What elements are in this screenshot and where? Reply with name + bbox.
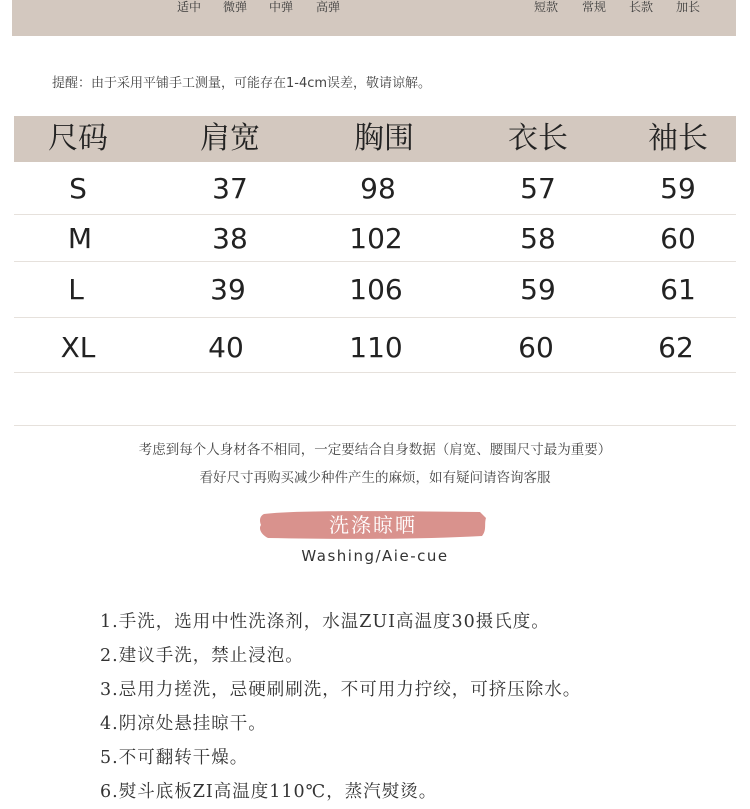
elasticity-label: 适中 xyxy=(177,0,202,14)
header-size: 尺码 xyxy=(48,121,108,156)
length-label: 短款 xyxy=(534,0,559,14)
length-label: 常规 xyxy=(582,0,607,14)
size-tip-line: 看好尺寸再购买减少种件产生的麻烦，如有疑问请咨询客服 xyxy=(199,470,551,486)
table-cell: 62 xyxy=(658,331,694,364)
care-instructions-list xyxy=(100,605,581,809)
list-item: 1.手洗，选用中性洗涤剂，水温ZUI高温度30摄氏度。 xyxy=(100,612,550,632)
header-length: 衣长 xyxy=(508,121,568,156)
table-cell: L xyxy=(68,273,84,306)
table-cell: 59 xyxy=(520,273,556,306)
length-label: 加长 xyxy=(676,0,701,14)
length-label: 长款 xyxy=(629,0,654,14)
size-tip-line: 考虑到每个人身材各不相同，一定要结合自身数据（肩宽、腰围尺寸最为重要） xyxy=(138,442,612,458)
table-cell: 98 xyxy=(360,172,396,205)
size-table xyxy=(14,116,736,373)
list-item: 6.熨斗底板ZI高温度110℃，蒸汽熨烫。 xyxy=(100,782,438,802)
table-cell: 106 xyxy=(349,273,403,306)
header-sleeve: 袖长 xyxy=(648,121,708,156)
table-cell: 110 xyxy=(349,331,403,364)
table-cell: 60 xyxy=(518,331,554,364)
table-cell: 58 xyxy=(520,222,556,255)
table-cell: 57 xyxy=(520,172,556,205)
care-title-banner xyxy=(258,508,488,542)
table-cell: XL xyxy=(60,331,96,364)
list-item: 5.不可翻转干燥。 xyxy=(100,748,249,768)
table-cell: 102 xyxy=(349,222,403,255)
table-row xyxy=(14,262,736,318)
elasticity-label: 中弹 xyxy=(269,0,294,14)
table-cell: S xyxy=(69,172,87,205)
table-cell: 60 xyxy=(660,222,696,255)
section-divider xyxy=(14,425,736,426)
elasticity-label: 高弹 xyxy=(316,0,341,14)
size-table-header xyxy=(14,116,736,162)
table-cell: 59 xyxy=(660,172,696,205)
care-title: 洗涤晾晒 xyxy=(329,513,417,537)
table-cell: M xyxy=(67,222,93,255)
top-attribute-bar xyxy=(12,0,736,36)
table-cell: 37 xyxy=(212,172,248,205)
table-cell: 39 xyxy=(210,273,246,306)
list-item: 3.忌用力搓洗，忌硬刷刷洗，不可用力拧绞，可挤压除水。 xyxy=(100,680,582,700)
table-row xyxy=(14,318,736,373)
care-subtitle: Washing/Aie-cue xyxy=(301,547,449,565)
table-cell: 61 xyxy=(660,273,696,306)
measurement-notice: 提醒：由于采用平铺手工测量，可能存在1-4cm误差，敬请谅解。 xyxy=(52,76,432,91)
table-cell: 40 xyxy=(208,331,244,364)
list-item: 4.阴凉处悬挂晾干。 xyxy=(100,714,267,734)
table-row xyxy=(14,215,736,262)
list-item: 2.建议手洗，禁止浸泡。 xyxy=(100,646,304,666)
table-cell: 38 xyxy=(212,222,248,255)
header-shoulder: 肩宽 xyxy=(200,121,260,156)
header-chest: 胸围 xyxy=(354,121,414,156)
elasticity-label: 微弹 xyxy=(223,0,248,14)
table-row xyxy=(14,162,736,215)
